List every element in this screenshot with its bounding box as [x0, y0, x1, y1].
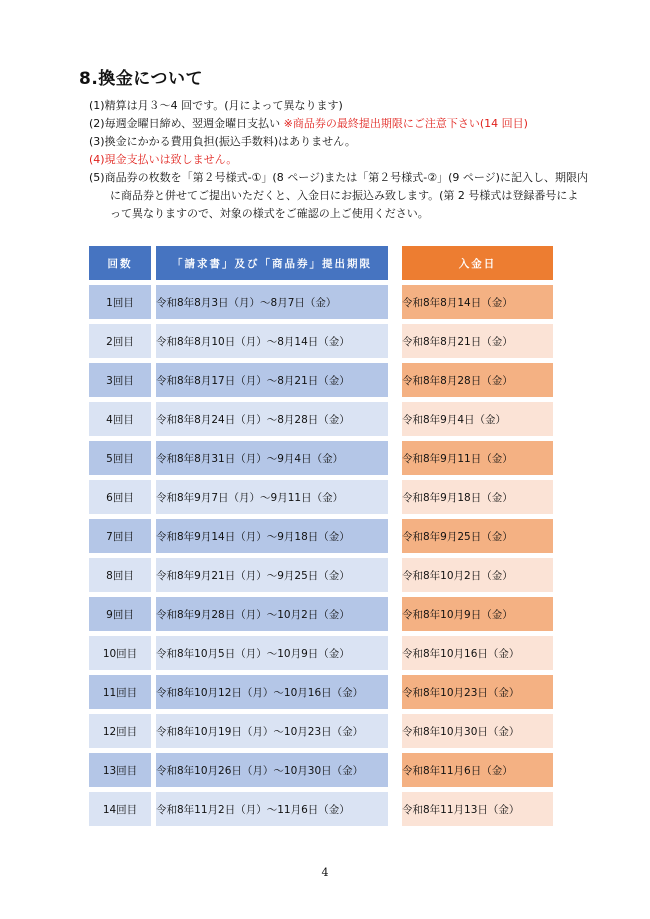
header-payment: 入金日 [402, 246, 553, 280]
cell-payment: 令和8年9月18日（金） [402, 480, 553, 514]
table-row [89, 363, 553, 397]
table-row [89, 324, 553, 358]
item-text: (2)毎週金曜日締め、翌週金曜日支払い [89, 117, 281, 130]
cell-num: 14回目 [89, 792, 151, 826]
cell-period: 令和8年8月24日（月）～8月28日（金） [156, 402, 388, 436]
cell-period: 令和8年8月31日（月）～9月4日（金） [156, 441, 388, 475]
cell-payment: 令和8年11月6日（金） [402, 753, 553, 787]
table-header-row [89, 246, 553, 280]
item-list [89, 97, 589, 223]
cell-period: 令和8年11月2日（月）～11月6日（金） [156, 792, 388, 826]
header-period: 「請求書」及び「商品券」提出期限 [156, 246, 388, 280]
table-row [89, 792, 553, 826]
table-row [89, 714, 553, 748]
cell-period: 令和8年8月3日（月）～8月7日（金） [156, 285, 388, 319]
cell-period: 令和8年9月28日（月）～10月2日（金） [156, 597, 388, 631]
table-row [89, 597, 553, 631]
cell-payment: 令和8年10月9日（金） [402, 597, 553, 631]
schedule-table [89, 241, 553, 831]
item-text: (5)商品券の枚数を「第２号様式-①」(8 ページ)または「第２号様式-②」(9 ページ)に記入し、期限内に商品券と併せてご提出いただくと、入金日にお振込み致します。(第 2 号様式は登録番号によって異なりますので、対象の様式をご確認の上ご使用ください。 [89, 171, 588, 220]
cell-num: 5回目 [89, 441, 151, 475]
cell-payment: 令和8年9月4日（金） [402, 402, 553, 436]
table-row [89, 675, 553, 709]
cell-period: 令和8年9月14日（月）～9月18日（金） [156, 519, 388, 553]
cell-payment: 令和8年10月30日（金） [402, 714, 553, 748]
cell-payment: 令和8年8月28日（金） [402, 363, 553, 397]
cell-num: 11回目 [89, 675, 151, 709]
cell-num: 9回目 [89, 597, 151, 631]
cell-num: 13回目 [89, 753, 151, 787]
cell-period: 令和8年9月21日（月）～9月25日（金） [156, 558, 388, 592]
cell-num: 3回目 [89, 363, 151, 397]
cell-period: 令和8年10月12日（月）～10月16日（金） [156, 675, 388, 709]
cell-payment: 令和8年8月21日（金） [402, 324, 553, 358]
cell-num: 8回目 [89, 558, 151, 592]
list-item [89, 115, 589, 133]
cell-num: 4回目 [89, 402, 151, 436]
cell-period: 令和8年9月7日（月）～9月11日（金） [156, 480, 388, 514]
table-row [89, 402, 553, 436]
item-note: 現金支払いは致しません。 [104, 153, 238, 166]
cell-num: 6回目 [89, 480, 151, 514]
cell-period: 令和8年10月5日（月）～10月9日（金） [156, 636, 388, 670]
cell-period: 令和8年10月19日（月）～10月23日（金） [156, 714, 388, 748]
header-num: 回数 [89, 246, 151, 280]
table-row [89, 519, 553, 553]
item-note: ※商品券の最終提出期限にご注意下さい(14 回目) [283, 117, 528, 130]
cell-period: 令和8年8月17日（月）～8月21日（金） [156, 363, 388, 397]
table-row [89, 441, 553, 475]
cell-num: 7回目 [89, 519, 151, 553]
item-text: (3)換金にかかる費用負担(振込手数料)はありません。 [89, 135, 356, 148]
cell-payment: 令和8年11月13日（金） [402, 792, 553, 826]
item-text: (4) [89, 153, 105, 166]
cell-payment: 令和8年10月23日（金） [402, 675, 553, 709]
table-row [89, 558, 553, 592]
cell-num: 1回目 [89, 285, 151, 319]
cell-num: 12回目 [89, 714, 151, 748]
page-number: 4 [321, 866, 329, 879]
section-title: 8.換金について [79, 69, 203, 89]
cell-num: 10回目 [89, 636, 151, 670]
cell-payment: 令和8年10月16日（金） [402, 636, 553, 670]
cell-payment: 令和8年9月25日（金） [402, 519, 553, 553]
cell-period: 令和8年10月26日（月）～10月30日（金） [156, 753, 388, 787]
cell-payment: 令和8年9月11日（金） [402, 441, 553, 475]
cell-payment: 令和8年8月14日（金） [402, 285, 553, 319]
item-text: (1)精算は月３～4 回です。(月によって異なります) [89, 99, 343, 112]
list-item [89, 169, 589, 223]
table-row [89, 753, 553, 787]
list-item [89, 97, 589, 115]
cell-num: 2回目 [89, 324, 151, 358]
table-row [89, 636, 553, 670]
cell-period: 令和8年8月10日（月）～8月14日（金） [156, 324, 388, 358]
list-item [89, 151, 589, 169]
table-row [89, 285, 553, 319]
table-row [89, 480, 553, 514]
cell-payment: 令和8年10月2日（金） [402, 558, 553, 592]
list-item [89, 133, 589, 151]
